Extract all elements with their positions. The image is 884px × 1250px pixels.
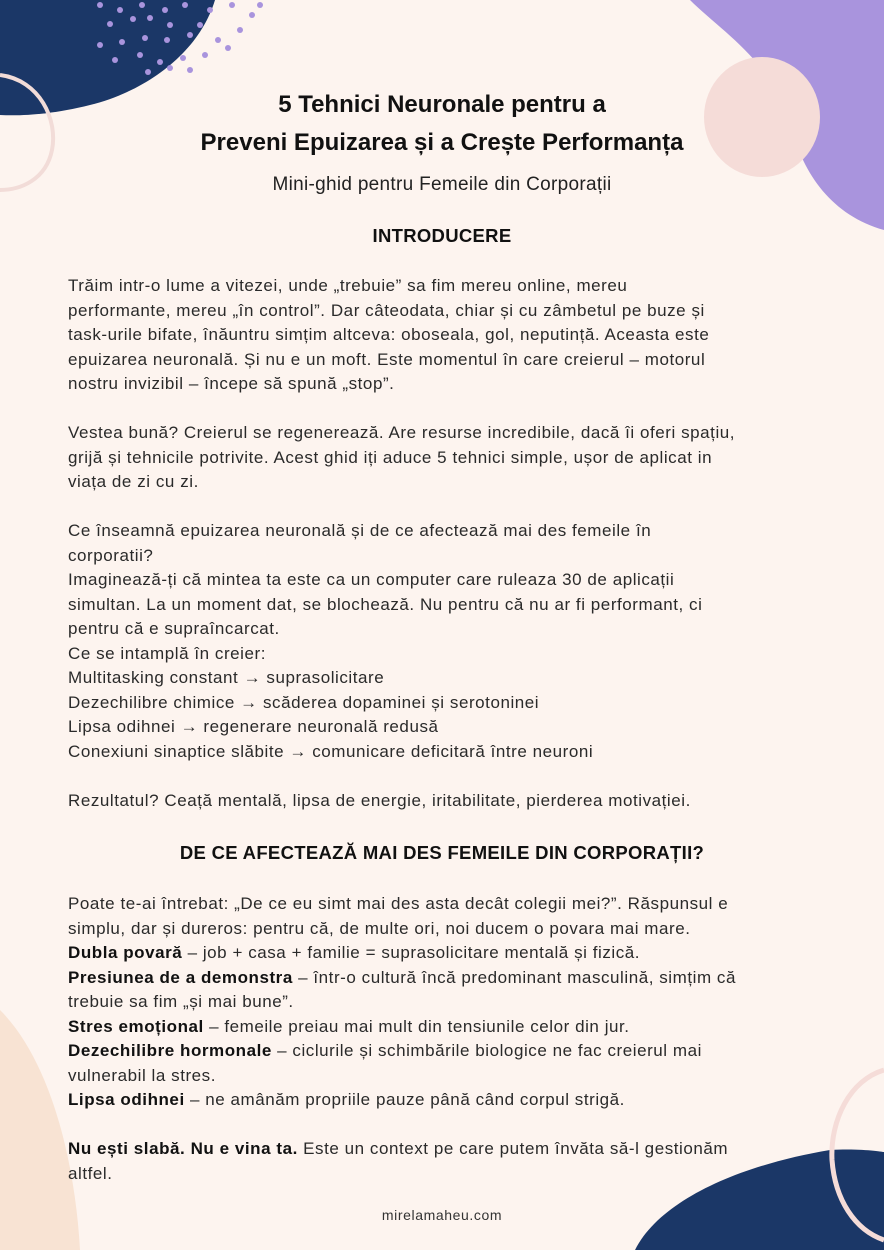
line-text: corporatii? (68, 545, 154, 565)
text-line (68, 274, 735, 299)
text-line (68, 789, 735, 814)
dot (182, 2, 188, 8)
dot (97, 42, 103, 48)
text-line (68, 642, 735, 667)
text-line (68, 715, 735, 740)
line-text: – job + casa + familie = suprasolicitare mentală și fizică. (182, 943, 641, 962)
text-line (68, 372, 735, 397)
bold-lead: Dubla povară (68, 943, 183, 962)
dot (130, 16, 136, 22)
line-text: trebuie sa fim „și mai bune”. (68, 992, 294, 1011)
dot (157, 59, 163, 65)
bold-lead: Stres emoțional (68, 1016, 204, 1036)
line-text: nostru invizibil – începe să spună „stop”. (68, 374, 395, 393)
subtitle: Mini-ghid pentru Femeile din Corporații (272, 174, 612, 195)
line-text: task-urile bifate, înăuntru simțim altceva: oboseala, gol, neputință. Aceasta este (68, 325, 710, 344)
line-text: epuizarea neuronală. Și nu e un moft. Este momentul în care creierul – motorul (68, 349, 706, 369)
line-text: Ce se intamplă în creier: (68, 643, 266, 663)
page-title (0, 86, 884, 162)
line-text: Rezultatul? Ceață mentală, lipsa de energie, iritabilitate, pierderea motivației. (68, 790, 691, 810)
title-line-1: 5 Tehnici Neuronale pentru a (278, 91, 606, 118)
line-text: altfel. (68, 1163, 113, 1183)
dot (197, 22, 203, 28)
bold-lead: Dezechilibre hormonale (68, 1041, 272, 1060)
text-line (68, 764, 735, 789)
text-line (68, 1039, 736, 1064)
dot (187, 67, 193, 73)
text-line (68, 544, 735, 569)
text-line (68, 323, 735, 348)
dot (167, 22, 173, 28)
line-text: performante, mereu „în control”. Dar câteodata, chiar și cu zâmbetul pe buze și (68, 300, 705, 320)
line-text: grijă și tehnicile potrivite. Acest ghid iți aduce 5 tehnici simple, ușor de aplicat in (68, 447, 713, 467)
dot (139, 2, 145, 8)
text-line (68, 1088, 736, 1113)
text-line (68, 1137, 736, 1162)
text-line (68, 941, 736, 966)
dot (137, 52, 143, 58)
text-line (68, 740, 735, 765)
dot (164, 37, 170, 43)
section2-heading: DE CE AFECTEAZĂ MAI DES FEMEILE DIN CORPORAȚII? (179, 842, 705, 863)
line-text: Dezechilibre chimice → scăderea dopaminei și serotoninei (68, 692, 540, 712)
line-text: pentru că e supraîncarcat. (68, 619, 280, 638)
line-text: Conexiuni sinaptice slăbite → comunicare deficitară între neuroni (68, 741, 594, 761)
title-line-2: Preveni Epuizarea și a Crește Performanța (200, 129, 684, 156)
dot (112, 57, 118, 63)
dot (147, 15, 153, 21)
text-line (68, 593, 735, 618)
line-text: Vestea bună? Creierul se regenerează. Are resurse incredibile, dacă îi oferi spațiu, (68, 423, 736, 442)
line-text: viața de zi cu zi. (68, 472, 199, 491)
dot (225, 45, 231, 51)
line-text: Lipsa odihnei → regenerare neuronală redusă (68, 717, 439, 736)
dot (257, 2, 263, 8)
line-text: Imaginează-ți că mintea ta este ca un computer care ruleaza 30 de aplicații (68, 570, 675, 589)
dot (119, 39, 125, 45)
text-line (68, 892, 736, 917)
text-line (68, 1015, 736, 1040)
dot (117, 7, 123, 13)
dot (180, 55, 186, 61)
dot (215, 37, 221, 43)
text-line (68, 617, 735, 642)
text-line (68, 568, 735, 593)
line-text: simultan. La un moment dat, se blochează. Nu pentru că nu ar fi performant, ci (68, 594, 703, 614)
text-line (68, 421, 735, 446)
dot (162, 7, 168, 13)
text-line (68, 1113, 736, 1138)
line-text: simplu, dar și dureros: pentru că, de multe ori, noi ducem o povara mai mare. (68, 918, 691, 938)
dot (249, 12, 255, 18)
text-line (68, 691, 735, 716)
text-line (68, 666, 735, 691)
line-text: – femeile preiau mai mult din tensiunile celor din jur. (203, 1016, 630, 1036)
line-text: Ce înseamnă epuizarea neuronală și de ce afectează mai des femeile în (68, 521, 652, 540)
dot (97, 2, 103, 8)
section2-body (68, 892, 736, 1186)
bold-lead: Presiunea de a demonstra (68, 967, 293, 987)
text-line (68, 1064, 736, 1089)
dot (229, 2, 235, 8)
bold-lead: Lipsa odihnei (68, 1090, 185, 1109)
footer-website: mirelamaheu.com (381, 1207, 503, 1223)
dot (142, 35, 148, 41)
dot (207, 7, 213, 13)
bold-lead: Nu ești slabă. Nu e vina ta. (68, 1139, 298, 1158)
intro-body (68, 274, 735, 813)
text-line (68, 446, 735, 471)
text-line (68, 397, 735, 422)
text-line (68, 966, 736, 991)
line-text: – ciclurile și schimbările biologice ne fac creierul mai (271, 1041, 702, 1060)
intro-heading: INTRODUCERE (372, 225, 512, 246)
text-line (68, 917, 736, 942)
line-text: vulnerabil la stres. (68, 1065, 217, 1085)
dot (237, 27, 243, 33)
line-text: – într-o cultură încă predominant masculină, simțim că (292, 967, 736, 987)
line-text: – ne amânăm propriile pauze până când corpul strigă. (184, 1090, 625, 1109)
text-line (68, 519, 735, 544)
dot (107, 21, 113, 27)
line-text: Poate te-ai întrebat: „De ce eu simt mai des asta decât colegii mei?”. Răspunsul e (68, 894, 729, 913)
text-line (68, 990, 736, 1015)
text-line (68, 348, 735, 373)
line-text: Este un context pe care putem învăta să-l gestionăm (297, 1139, 729, 1158)
text-line (68, 1162, 736, 1187)
dot (202, 52, 208, 58)
dot (145, 69, 151, 75)
line-text: Trăim intr-o lume a vitezei, unde „trebuie” sa fim mereu online, mereu (68, 276, 628, 295)
dot (167, 65, 173, 71)
dot (187, 32, 193, 38)
text-line (68, 495, 735, 520)
line-text: Multitasking constant → suprasolicitare (68, 668, 385, 687)
text-line (68, 470, 735, 495)
text-line (68, 299, 735, 324)
